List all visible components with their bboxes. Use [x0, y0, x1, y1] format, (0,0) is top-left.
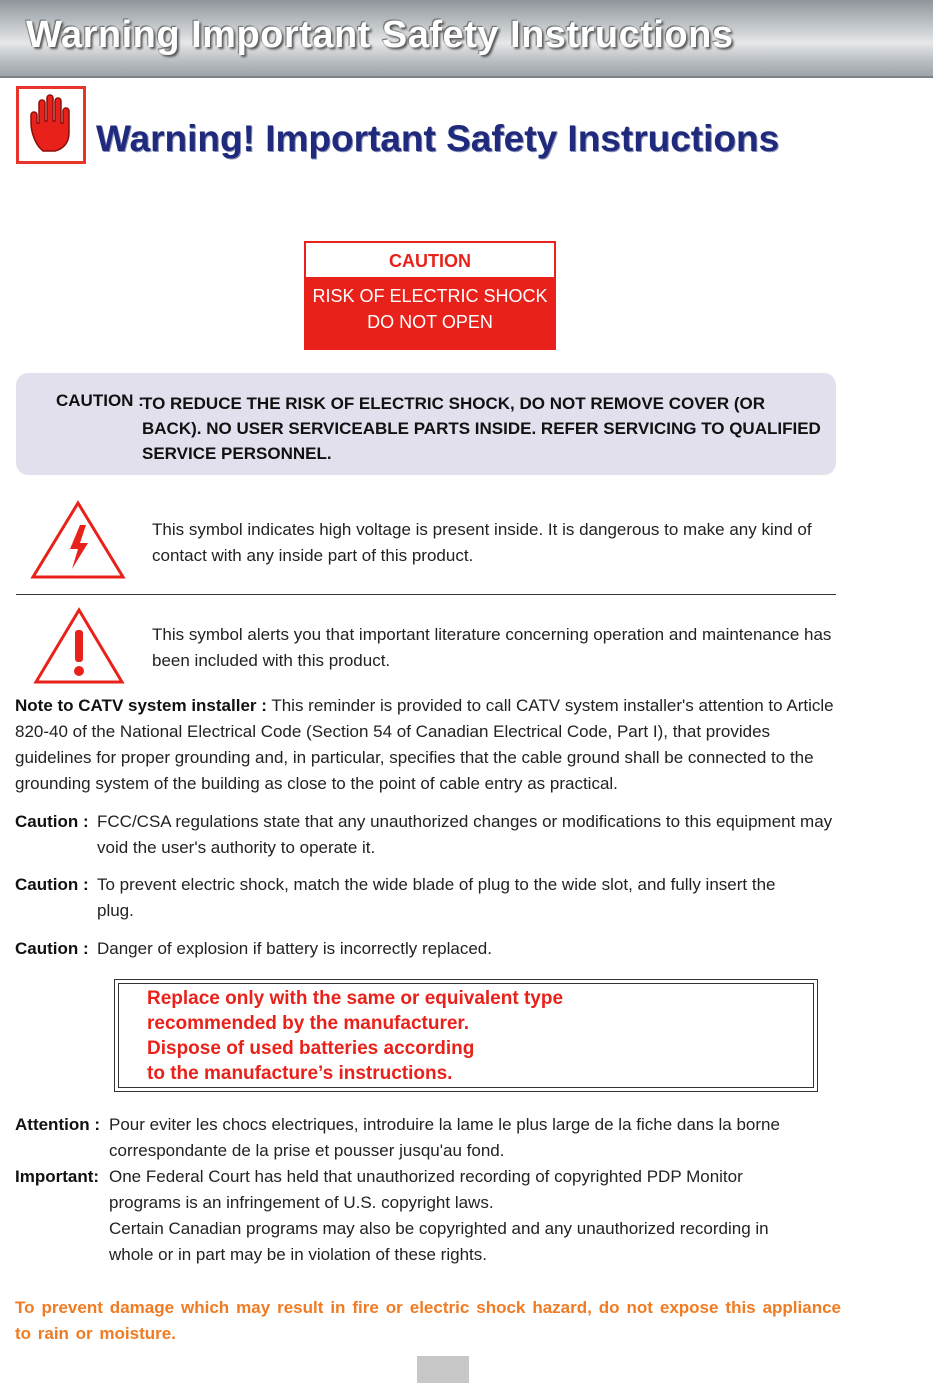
- alert-text: This symbol alerts you that important literature concerning operation and maintenance has been included with this product.: [152, 625, 832, 670]
- page-number-tab: [417, 1356, 469, 1383]
- important-text-2: Certain Canadian programs may also be copyrighted and any unauthorized recording in whole or in part may be in violation of these rights.: [109, 1219, 769, 1264]
- attention-label: Attention :: [15, 1115, 100, 1134]
- exclamation-icon: [32, 606, 126, 686]
- attention-text: Pour eviter les chocs electriques, introduire la lame le plus large de la fiche dans la borne correspondante de la prise et pousser jusqu'au fond.: [109, 1115, 780, 1160]
- attention-note: [15, 1112, 845, 1164]
- caution-item-text: Danger of explosion if battery is incorrectly replaced.: [97, 939, 492, 958]
- banner-title: Warning Important Safety Instructions: [26, 14, 734, 56]
- battery-line-1: Replace only with the same or equivalent type: [147, 988, 564, 1009]
- high-voltage-text: This symbol indicates high voltage is present inside. It is dangerous to make any kind of contact with any inside part of this product.: [152, 520, 812, 565]
- battery-warning-box: [114, 979, 818, 1092]
- catv-note-text: This reminder is provided to call CATV system installer's attention to Article 820-40 of the National Electrical Code (Section 54 of Canadian Electrical Code, Part I), that provides guidelines for proper grounding and, in particular, specifies that the cable ground shall be connected to the grounding system of the building as close to the point of cable entry as practical.: [15, 696, 834, 793]
- battery-line-3: Dispose of used batteries according: [147, 1038, 475, 1059]
- caution-line-2: DO NOT OPEN: [367, 312, 493, 332]
- caution-item-label: Caution :: [15, 812, 89, 831]
- caution-label-box: [304, 241, 556, 350]
- caution-item-text: To prevent electric shock, match the wide blade of plug to the wide slot, and fully insert the plug.: [97, 875, 776, 920]
- important-note: [15, 1164, 845, 1268]
- caution-line-1: RISK OF ELECTRIC SHOCK: [312, 286, 548, 306]
- battery-line-2: recommended by the manufacturer.: [147, 1013, 470, 1034]
- caution-item: [15, 872, 845, 924]
- high-voltage-icon: [30, 499, 126, 581]
- caution-panel: [16, 373, 836, 475]
- important-label: Important:: [15, 1167, 100, 1186]
- important-text-1: One Federal Court has held that unauthorized recording of copyrighted PDP Monitor programs is an infringement of U.S. copyright laws.: [109, 1167, 743, 1212]
- moisture-warning: To prevent damage which may result in fire or electric shock hazard, do not expose this appliance to rain or moisture.: [15, 1298, 841, 1343]
- header-banner: [0, 0, 933, 78]
- caution-heading: CAUTION: [306, 243, 554, 277]
- catv-note-label: Note to CATV system installer :: [15, 696, 267, 715]
- caution-item: [15, 936, 845, 962]
- caution-item: [15, 809, 845, 861]
- stop-hand-icon: [16, 86, 86, 164]
- caution-item-label: Caution :: [15, 875, 89, 894]
- page-title: Warning! Important Safety Instructions: [96, 118, 780, 159]
- battery-line-4: to the manufacture’s instructions.: [147, 1063, 453, 1084]
- caution-item-label: Caution :: [15, 939, 89, 958]
- divider: [16, 594, 836, 595]
- caution-panel-label: CAUTION :: [56, 391, 144, 410]
- catv-note: [15, 693, 835, 797]
- caution-item-text: FCC/CSA regulations state that any unauthorized changes or modifications to this equipment may void the user's authority to operate it.: [97, 812, 833, 857]
- caution-panel-text: TO REDUCE THE RISK OF ELECTRIC SHOCK, DO NOT REMOVE COVER (OR BACK). NO USER SERVICEABLE PARTS INSIDE. REFER SERVICING TO QUALIFIED SERVICE PERSONNEL.: [142, 394, 821, 463]
